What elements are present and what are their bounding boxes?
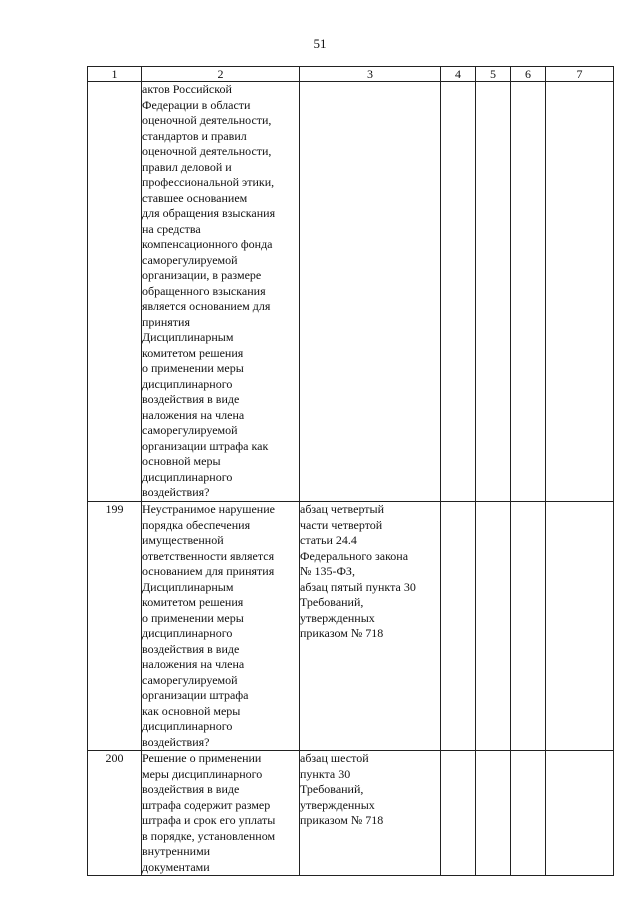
table-row — [88, 751, 614, 876]
empty-cell — [476, 751, 511, 876]
empty-cell — [511, 502, 546, 751]
requirement-text: актов Российской Федерации в области оценочной деятельности, стандартов и правил оценочной деятельности, правил деловой и профессиональной этики, ставшее основанием для обращения взыскания на средства компенсационного фонда саморегулируемой организации, в размере обращенного взыскания является основанием для принятия Дисциплинарным комитетом решения о применении меры дисциплинарного воздействия в виде наложения на члена саморегулируемой организации штрафа как основной меры дисциплинарного воздействия? — [142, 82, 300, 502]
empty-cell — [511, 751, 546, 876]
requirement-text: Решение о применении меры дисциплинарного воздействия в виде штрафа содержит размер штрафа и срок его уплаты в порядке, установленном внутренними документами — [142, 751, 300, 876]
empty-cell — [441, 82, 476, 502]
legal-reference: абзац шестой пункта 30 Требований, утвержденных приказом № 718 — [300, 751, 441, 876]
header-col-4: 4 — [441, 67, 476, 82]
header-col-3: 3 — [300, 67, 441, 82]
header-col-7: 7 — [546, 67, 614, 82]
empty-cell — [441, 502, 476, 751]
table-row — [88, 502, 614, 751]
empty-cell — [546, 751, 614, 876]
empty-cell — [546, 502, 614, 751]
empty-cell — [441, 751, 476, 876]
row-number — [88, 82, 142, 502]
empty-cell — [511, 82, 546, 502]
header-col-2: 2 — [142, 67, 300, 82]
empty-cell — [476, 82, 511, 502]
empty-cell — [546, 82, 614, 502]
requirement-text: Неустранимое нарушение порядка обеспечения имущественной ответственности является основанием для принятия Дисциплинарным комитетом решения о применении меры дисциплинарного воздействия в виде наложения на члена саморегулируемой организации штрафа как основной меры дисциплинарного воздействия? — [142, 502, 300, 751]
table-row — [88, 82, 614, 502]
header-col-5: 5 — [476, 67, 511, 82]
checklist-table — [87, 66, 614, 876]
legal-reference — [300, 82, 441, 502]
legal-reference: абзац четвертый части четвертой статьи 24.4 Федерального закона № 135-ФЗ, абзац пятый пункта 30 Требований, утвержденных приказом № 718 — [300, 502, 441, 751]
header-row — [88, 67, 614, 82]
header-col-6: 6 — [511, 67, 546, 82]
page-number: 51 — [313, 36, 327, 51]
header-col-1: 1 — [88, 67, 142, 82]
row-number: 200 — [88, 751, 142, 876]
empty-cell — [476, 502, 511, 751]
row-number: 199 — [88, 502, 142, 751]
